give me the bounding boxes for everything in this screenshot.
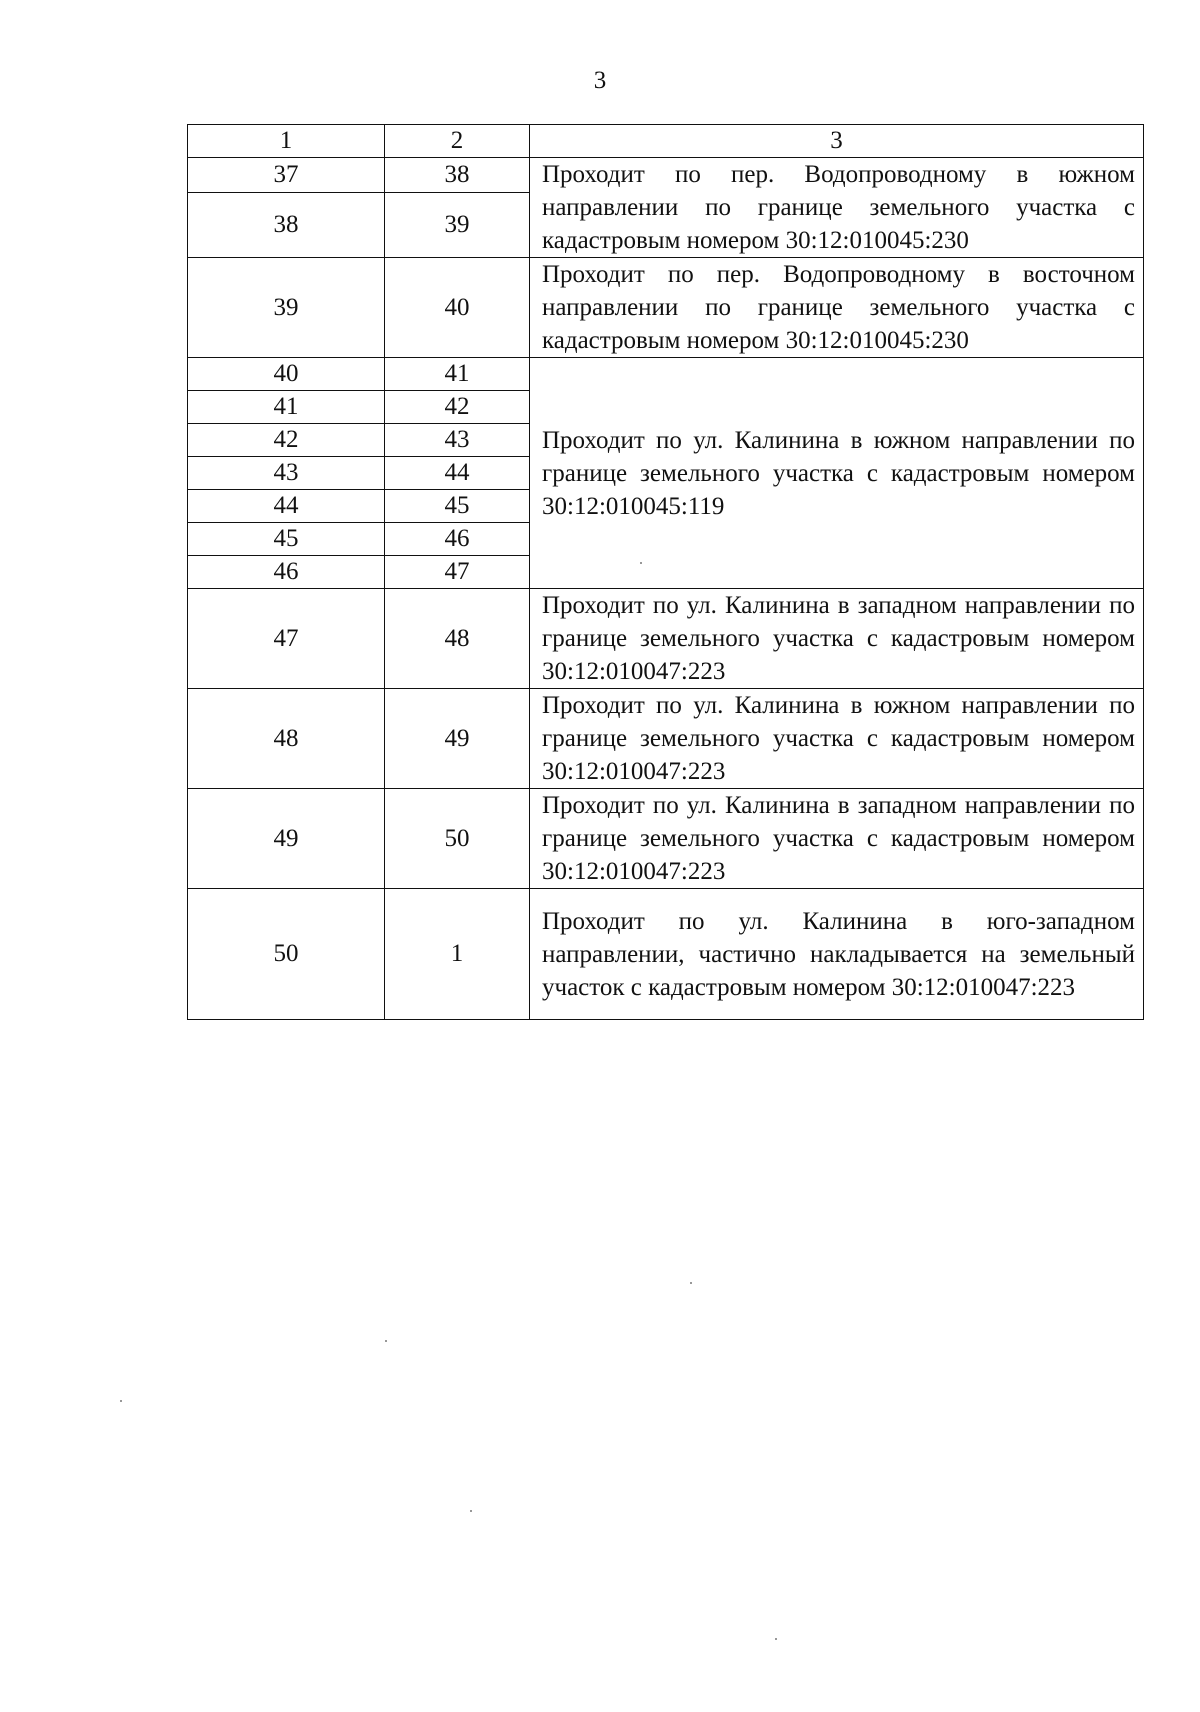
table-row [188,689,1144,789]
column-header-2: 2 [385,125,530,158]
point-to: 50 [385,789,530,889]
point-from: 50 [188,889,385,1020]
point-to: 45 [385,490,530,523]
boundary-description: Проходит по ул. Калинина в южном направлении по границе земельного участка с кадастровым номером 30:12:010045:119 [530,358,1144,589]
point-from: 37 [188,158,385,193]
point-to: 44 [385,457,530,490]
point-from: 38 [188,193,385,258]
boundary-table [187,124,1144,1020]
boundary-description: Проходит по ул. Калинина в юго-западном направлении, частично накладывается на земельный участок с кадастровым номером 30:12:010047:223 [530,889,1144,1020]
table-row [188,358,1144,391]
point-to: 41 [385,358,530,391]
table-row [188,158,1144,193]
table-row [188,789,1144,889]
boundary-description: Проходит по пер. Водопроводному в южном направлении по границе земельного участка с кадастровым номером 30:12:010045:230 [530,158,1144,258]
point-to: 38 [385,158,530,193]
table-row [188,589,1144,689]
scan-speck [640,562,642,564]
boundary-description: Проходит по ул. Калинина в западном направлении по границе земельного участка с кадастровым номером 30:12:010047:223 [530,589,1144,689]
table-header-row [188,125,1144,158]
boundary-description: Проходит по ул. Калинина в южном направлении по границе земельного участка с кадастровым номером 30:12:010047:223 [530,689,1144,789]
scan-speck [385,1340,387,1342]
point-from: 49 [188,789,385,889]
point-to: 40 [385,258,530,358]
point-from: 44 [188,490,385,523]
table-row [188,258,1144,358]
boundary-description: Проходит по пер. Водопроводному в восточном направлении по границе земельного участка с кадастровым номером 30:12:010045:230 [530,258,1144,358]
point-to: 1 [385,889,530,1020]
point-to: 49 [385,689,530,789]
point-from: 42 [188,424,385,457]
point-from: 48 [188,689,385,789]
table-row [188,889,1144,1020]
boundary-description: Проходит по ул. Калинина в западном направлении по границе земельного участка с кадастровым номером 30:12:010047:223 [530,789,1144,889]
point-to: 39 [385,193,530,258]
point-to: 42 [385,391,530,424]
point-from: 47 [188,589,385,689]
point-from: 39 [188,258,385,358]
point-from: 41 [188,391,385,424]
point-from: 46 [188,556,385,589]
point-from: 40 [188,358,385,391]
point-from: 43 [188,457,385,490]
point-to: 47 [385,556,530,589]
column-header-1: 1 [188,125,385,158]
point-to: 43 [385,424,530,457]
scan-speck [775,1638,777,1640]
point-from: 45 [188,523,385,556]
point-to: 48 [385,589,530,689]
scan-speck [690,1282,692,1284]
page-number: 3 [593,67,607,94]
scan-speck [470,1510,472,1512]
column-header-3: 3 [530,125,1144,158]
scan-speck [120,1400,122,1402]
point-to: 46 [385,523,530,556]
